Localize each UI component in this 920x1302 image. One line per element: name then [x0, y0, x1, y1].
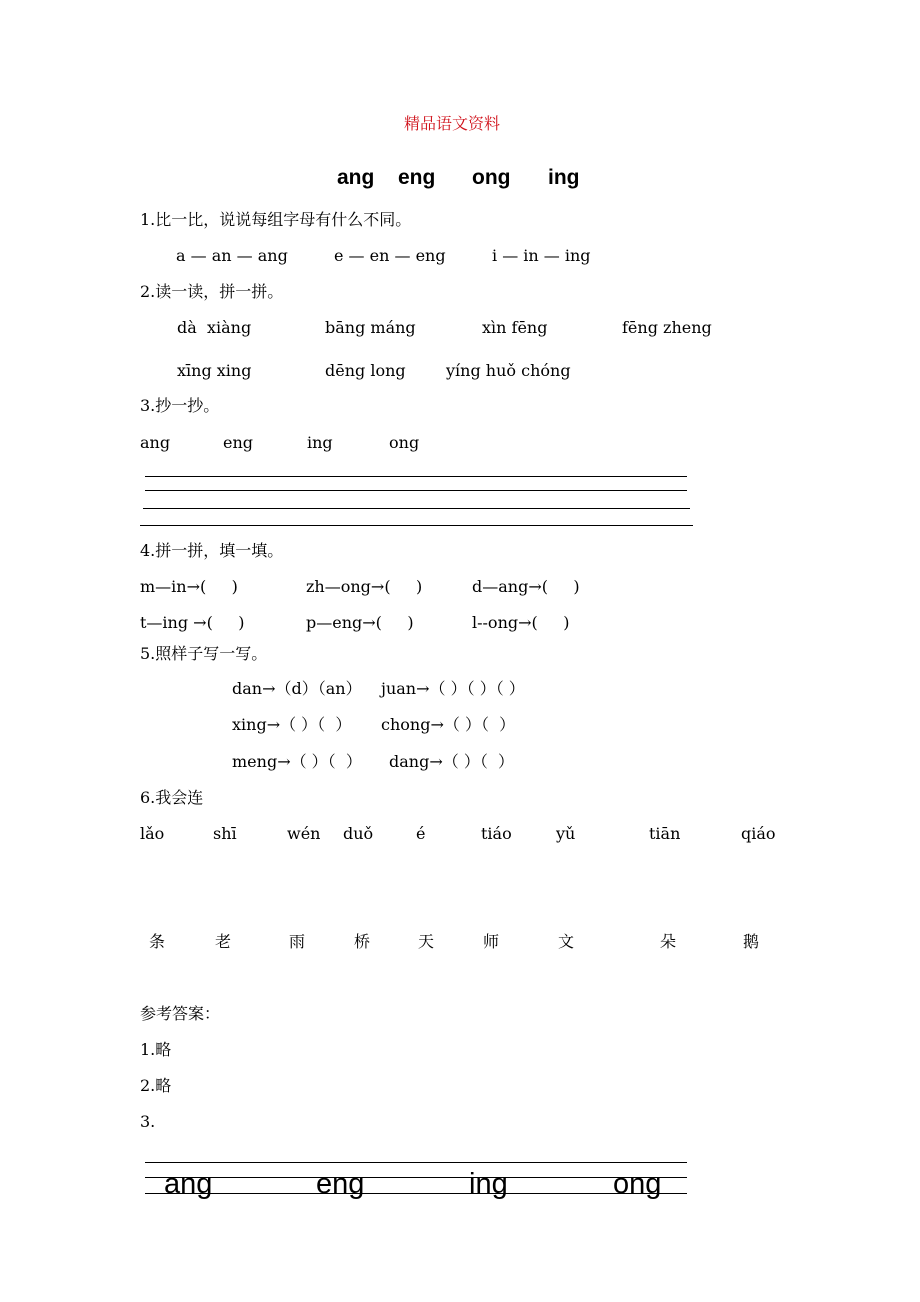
q4-item: m—in→( ): [140, 577, 238, 596]
banner-title: 精品语文资料: [404, 114, 501, 133]
q6-pinyin: tiáo: [481, 824, 512, 843]
q3-item: eng: [223, 433, 254, 452]
writing-line: [145, 1177, 687, 1178]
answer-3-item: ing: [469, 1168, 508, 1200]
writing-line: [145, 490, 687, 491]
q6-char: 鹅: [743, 932, 760, 951]
q2-word: fēng zheng: [622, 318, 712, 337]
writing-line: [145, 476, 687, 477]
q6-char: 朵: [660, 932, 677, 951]
q1-label: 1.比一比，说说每组字母有什么不同。: [140, 210, 412, 229]
writing-line: [143, 508, 690, 509]
q4-label: 4.拼一拼，填一填。: [140, 541, 284, 560]
q2-word: yíng huǒ chóng: [446, 361, 571, 380]
q5-item: chong→（ ）（ ）: [381, 715, 516, 734]
q4-item: d—ang→( ): [472, 577, 580, 596]
q6-pinyin: duǒ: [343, 824, 374, 843]
answer-1: 1.略: [140, 1040, 172, 1059]
q1-group: e — en — eng: [334, 246, 446, 265]
heading-ing: ing: [548, 166, 580, 189]
heading-ong: ong: [472, 166, 511, 189]
q3-item: ong: [389, 433, 420, 452]
q6-char: 雨: [289, 932, 306, 951]
heading-eng: eng: [398, 166, 436, 189]
q4-item: p—eng→( ): [306, 613, 414, 632]
answer-3: 3.: [140, 1112, 156, 1131]
answer-3-item: eng: [316, 1168, 365, 1200]
q2-word: xīng xing: [177, 361, 252, 380]
q4-item: zh—ong→( ): [306, 577, 423, 596]
q6-pinyin: é: [416, 824, 426, 843]
answer-3-item: ong: [613, 1168, 662, 1200]
q6-char: 文: [558, 932, 575, 951]
q6-pinyin: shī: [213, 824, 237, 843]
q3-item: ing: [307, 433, 333, 452]
q1-group: a — an — ang: [176, 246, 288, 265]
q2-word: dà xiàng: [177, 318, 252, 337]
q1-group: i — in — ing: [492, 246, 591, 265]
q6-char: 桥: [354, 932, 371, 951]
q6-pinyin: lǎo: [140, 824, 165, 843]
q4-item: l--ong→( ): [472, 613, 570, 632]
q5-item: juan→（ ）（ ）（ ）: [381, 679, 525, 698]
q6-label: 6.我会连: [140, 788, 204, 807]
answers-label: 参考答案：: [140, 1004, 221, 1023]
writing-line: [140, 525, 693, 526]
q6-pinyin: qiáo: [741, 824, 776, 843]
q2-word: bāng máng: [325, 318, 416, 337]
writing-line: [145, 1162, 687, 1163]
q5-item: dang→（ ）（ ）: [389, 752, 514, 771]
answer-3-item: ang: [164, 1168, 213, 1200]
q6-pinyin: yǔ: [556, 824, 576, 843]
q2-word: dēng long: [325, 361, 406, 380]
q4-item: t—ing →( ): [140, 613, 245, 632]
q6-pinyin: tiān: [649, 824, 681, 843]
heading-ang: ang: [337, 166, 375, 189]
q5-label: 5.照样子写一写。: [140, 644, 268, 663]
q5-item: meng→（ ）（ ）: [232, 752, 362, 771]
answer-2: 2.略: [140, 1076, 172, 1095]
q2-label: 2.读一读，拼一拼。: [140, 282, 284, 301]
q6-char: 师: [483, 932, 500, 951]
writing-line: [145, 1193, 687, 1194]
q3-item: ang: [140, 433, 171, 452]
q3-label: 3.抄一抄。: [140, 396, 220, 415]
q5-item: xing→（ ）（ ）: [232, 715, 352, 734]
q6-pinyin: wén: [287, 824, 321, 843]
q6-char: 老: [215, 932, 232, 951]
q2-word: xìn fēng: [482, 318, 548, 337]
q5-item: dan→（d）（an）: [232, 679, 362, 698]
q6-char: 天: [418, 932, 435, 951]
q6-char: 条: [149, 932, 166, 951]
